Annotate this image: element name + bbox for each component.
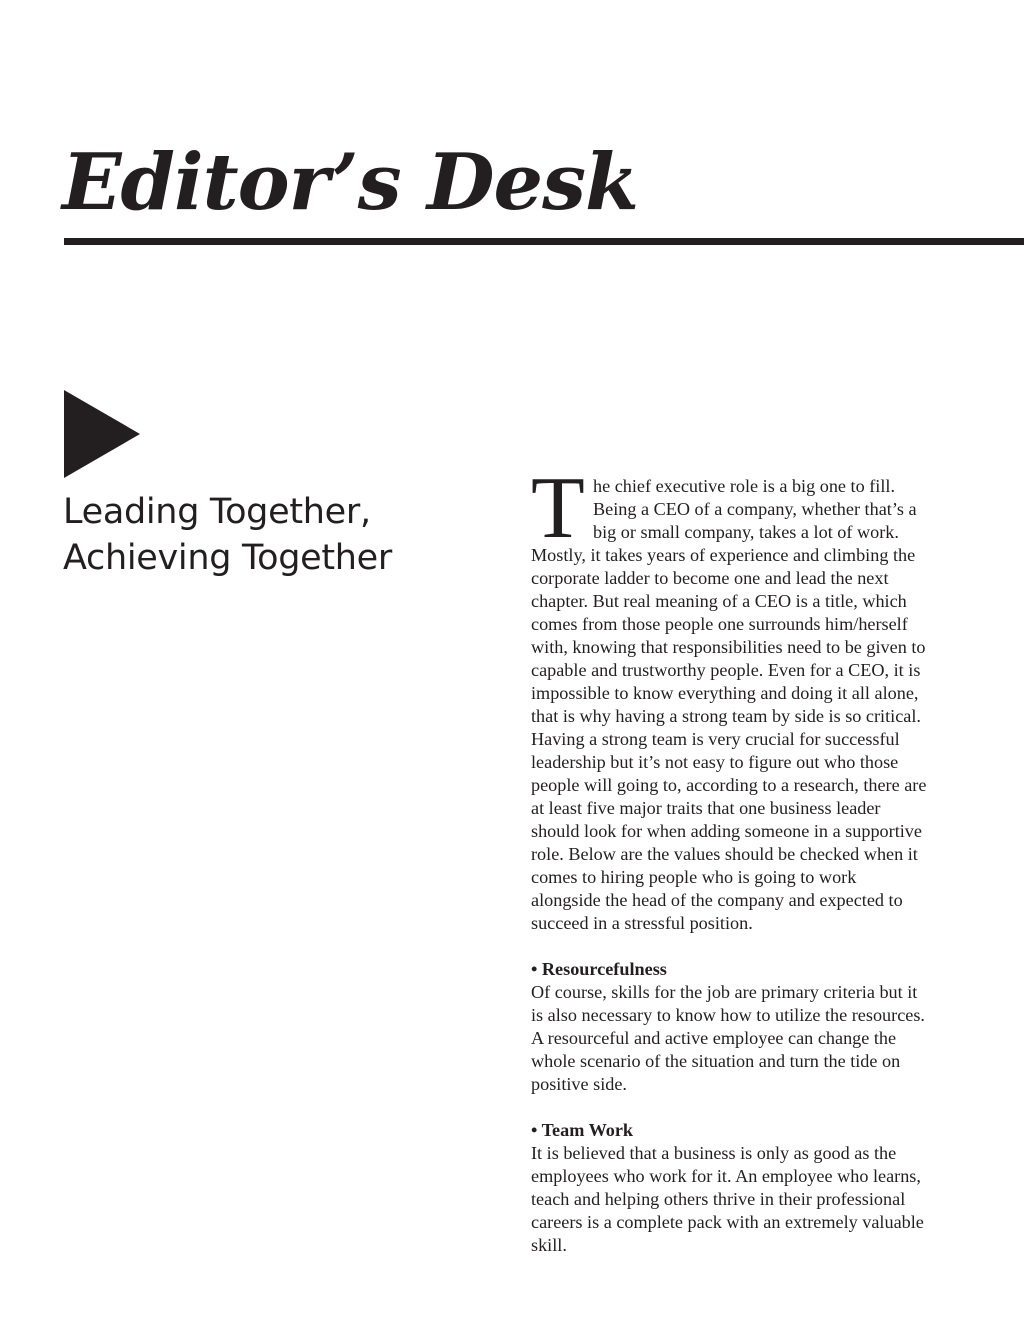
section-heading: • Resourcefulness	[531, 959, 667, 979]
text-line: Of course, skills for the job are primary criteria but it	[531, 982, 918, 1002]
text-line: comes from those people one surrounds him/herself	[531, 614, 908, 634]
headline-line-2: Achieving Together	[63, 538, 392, 578]
text-line: impossible to know everything and doing it all alone,	[531, 683, 919, 703]
text-line: skill.	[531, 1235, 567, 1255]
triangle-marker-icon	[64, 390, 140, 478]
text-line: careers is a complete pack with an extremely valuable	[531, 1212, 924, 1232]
text-line: whole scenario of the situation and turn the tide on	[531, 1051, 901, 1071]
text-line: that is why having a strong team by side is so critical.	[531, 706, 921, 726]
text-line: comes to hiring people who is going to work	[531, 867, 857, 887]
text-line: he chief executive role is a big one to fill.	[593, 476, 896, 496]
text-line: A resourceful and active employee can change the	[531, 1028, 897, 1048]
text-line: teach and helping others thrive in their professional	[531, 1189, 906, 1209]
text-line: Being a CEO of a company, whether that’s a	[593, 499, 917, 519]
text-line: positive side.	[531, 1074, 627, 1094]
section-heading: • Team Work	[531, 1120, 634, 1140]
text-line: corporate ladder to become one and lead the next	[531, 568, 889, 588]
text-line: people will going to, according to a research, there are	[531, 775, 927, 795]
headline-line-1: Leading Together,	[63, 492, 371, 532]
text-line: chapter. But real meaning of a CEO is a title, which	[531, 591, 907, 611]
text-line: role. Below are the values should be checked when it	[531, 844, 918, 864]
text-line: Mostly, it takes years of experience and climbing the	[531, 545, 916, 565]
article-headline	[63, 489, 483, 581]
text-line: big or small company, takes a lot of work.	[593, 522, 899, 542]
text-line: at least five major traits that one business leader	[531, 798, 881, 818]
text-line: should look for when adding someone in a supportive	[531, 821, 922, 841]
text-line: succeed in a stressful position.	[531, 913, 753, 933]
intro-paragraph	[531, 460, 963, 935]
text-line: capable and trustworthy people. Even for a CEO, it is	[531, 660, 921, 680]
article-body	[531, 460, 963, 1257]
drop-cap: T	[531, 460, 585, 557]
section-resourcefulness	[531, 958, 963, 1096]
text-line: with, knowing that responsibilities need to be given to	[531, 637, 926, 657]
text-line: Having a strong team is very crucial for successful	[531, 729, 900, 749]
section-team-work	[531, 1119, 963, 1257]
text-line: alongside the head of the company and expected to	[531, 890, 903, 910]
text-line: It is believed that a business is only as good as the	[531, 1143, 897, 1163]
page-title: Editor’s Desk	[62, 137, 639, 228]
text-line: employees who work for it. An employee who learns,	[531, 1166, 921, 1186]
title-divider	[64, 238, 1024, 245]
text-line: leadership but it’s not easy to figure out who those	[531, 752, 899, 772]
text-line: is also necessary to know how to utilize the resources.	[531, 1005, 925, 1025]
